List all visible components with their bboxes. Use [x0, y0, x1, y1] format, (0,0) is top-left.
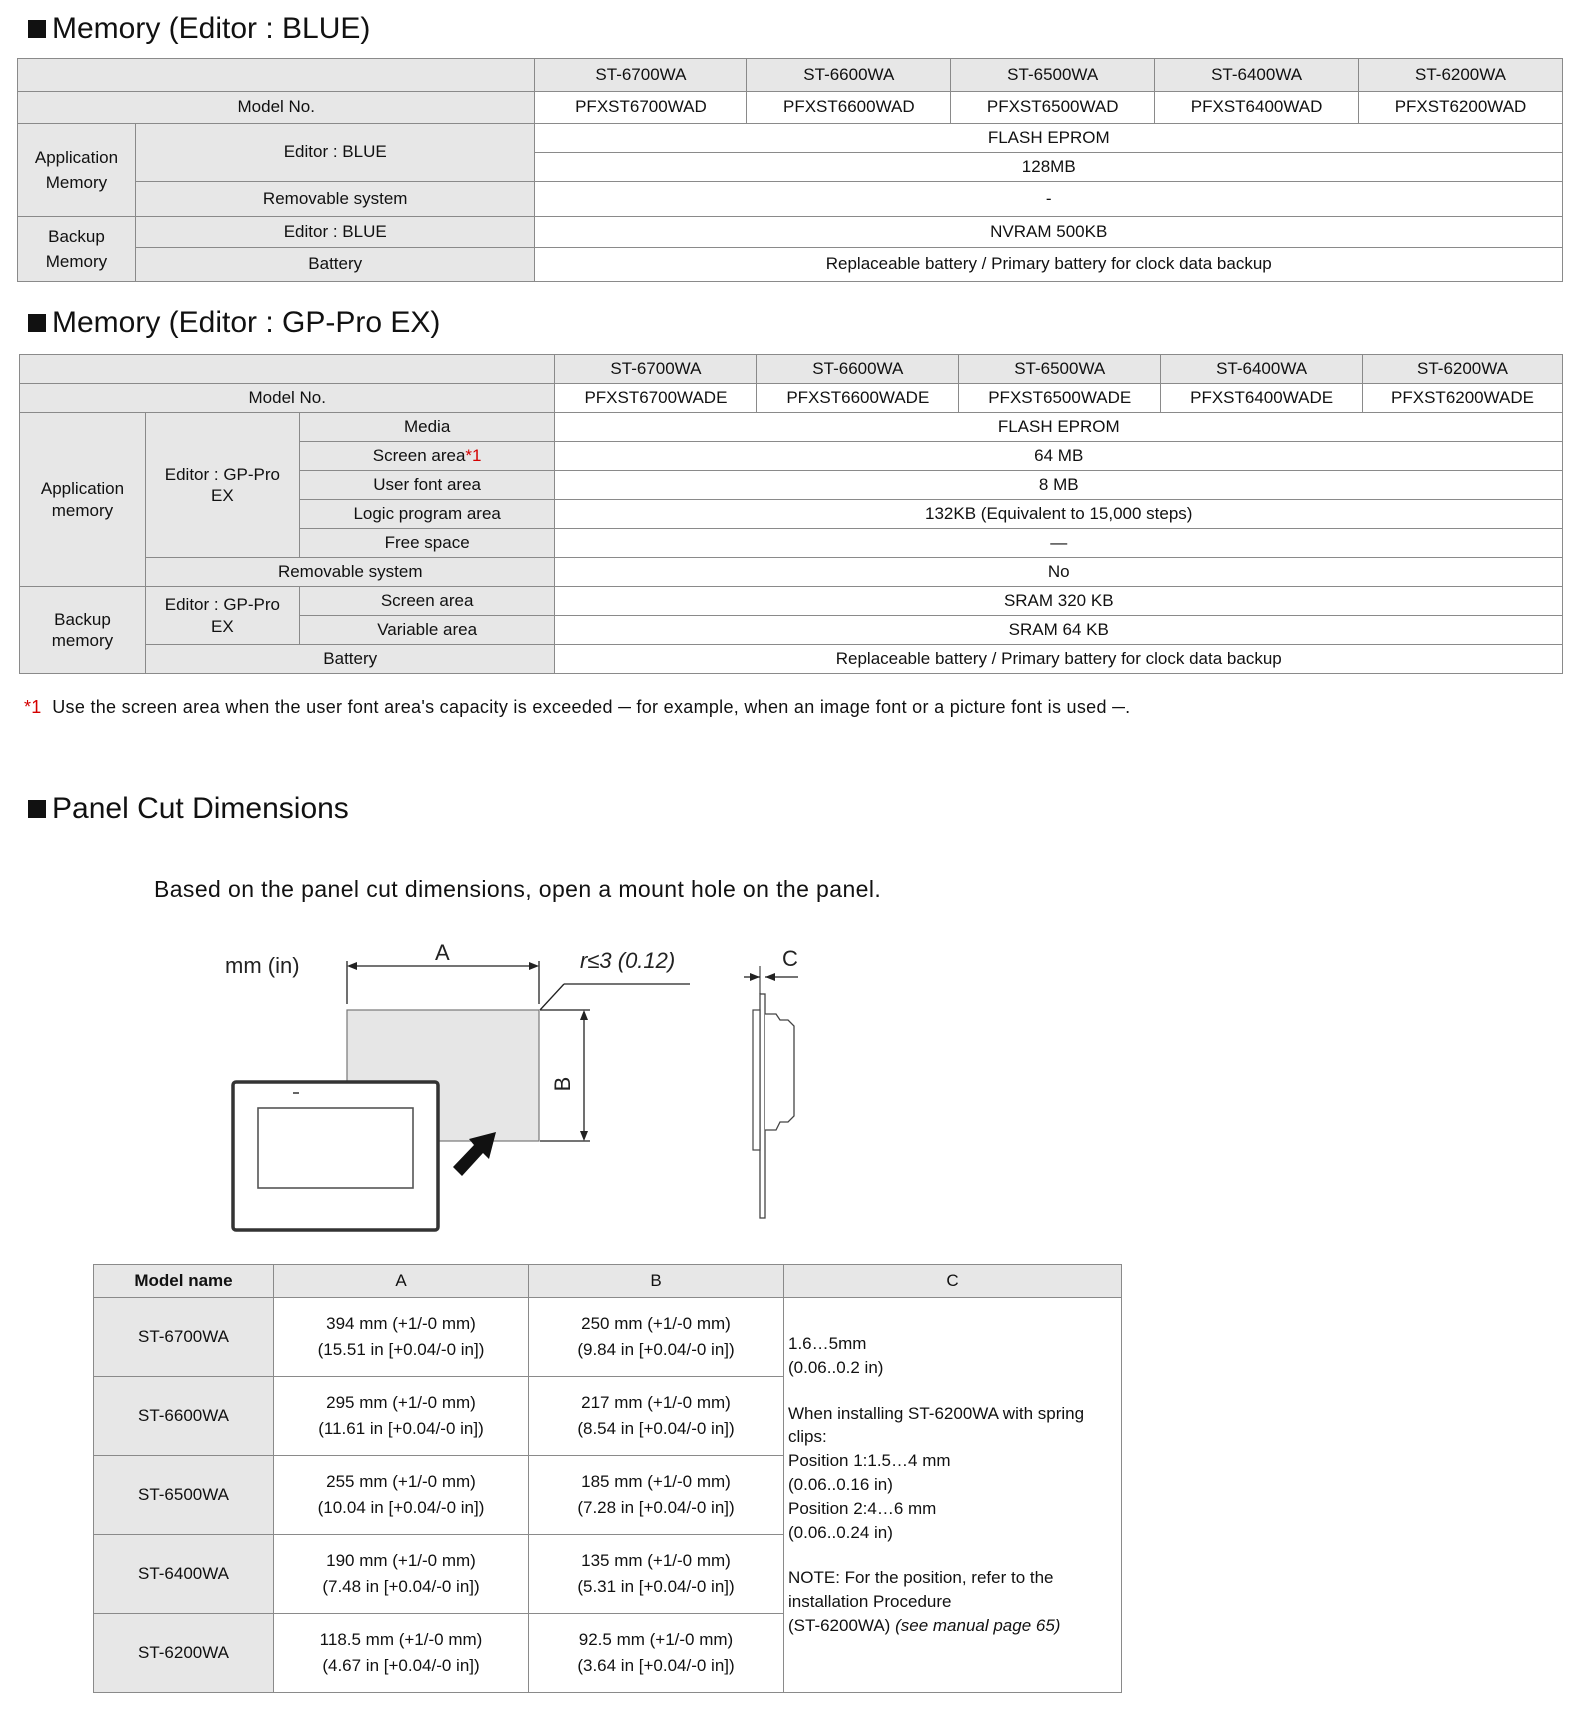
model-no-cell: PFXST6600WAD [747, 92, 951, 124]
side-front-bezel [760, 994, 765, 1218]
model-name-cell: ST-6400WA [94, 1535, 274, 1614]
black-square-icon [28, 20, 46, 38]
table-row [20, 355, 1563, 384]
table-row [18, 59, 1563, 92]
table-row [18, 217, 1563, 248]
dim-b-cell [529, 1377, 784, 1456]
free-space-value: — [555, 529, 1563, 558]
logic-program-area-label: Logic program area [299, 500, 555, 529]
header-b: B [529, 1265, 784, 1298]
nvram-value: NVRAM 500KB [535, 217, 1563, 248]
section-title-text: Panel Cut Dimensions [52, 792, 349, 825]
model-no-cell: PFXST6200WADE [1363, 384, 1563, 413]
dim-a-label: A [435, 940, 450, 965]
c-spring-clip-note: When installing ST-6200WA with spring clips: [788, 1403, 1085, 1447]
backup-memory-label: Backup memory [20, 587, 146, 674]
table-row [20, 558, 1563, 587]
variable-area-label: Variable area [299, 616, 555, 645]
dim-a-cell [274, 1298, 529, 1377]
screen-area-label [299, 442, 555, 471]
model-header: ST-6600WA [757, 355, 959, 384]
dim-a-cell [274, 1456, 529, 1535]
section-title-text: Memory (Editor : BLUE) [52, 12, 371, 45]
editor-blue-label: Editor : BLUE [135, 124, 535, 182]
model-name-cell: ST-6600WA [94, 1377, 274, 1456]
backup-screen-area-value: SRAM 320 KB [555, 587, 1563, 616]
model-no-cell: PFXST6400WAD [1155, 92, 1359, 124]
dim-b-mm: 250 mm (+1/-0 mm) [581, 1313, 731, 1333]
header-c: C [784, 1265, 1122, 1298]
dim-b-mm: 92.5 mm (+1/-0 mm) [578, 1629, 734, 1649]
model-header: ST-6200WA [1359, 59, 1563, 92]
dim-b-cell [529, 1456, 784, 1535]
table-row [94, 1298, 1122, 1377]
model-header: ST-6500WA [959, 355, 1161, 384]
removable-system-label: Removable system [135, 182, 535, 217]
dim-a-mm: 190 mm (+1/-0 mm) [326, 1550, 476, 1570]
model-no-cell: PFXST6200WAD [1359, 92, 1563, 124]
table-row [18, 248, 1563, 282]
footnote [24, 697, 1130, 718]
removable-system-value: - [535, 182, 1563, 217]
table-row [20, 587, 1563, 616]
battery-value: Replaceable battery / Primary battery for clock data backup [535, 248, 1563, 282]
footnote-marker: *1 [465, 445, 482, 465]
c-note: NOTE: For the position, refer to the installation Procedure [788, 1568, 1054, 1612]
units-label: mm (in) [225, 953, 300, 978]
backup-editor-label: Editor : GP-Pro EX [145, 587, 299, 645]
table-row [20, 384, 1563, 413]
header-empty-cell [20, 355, 555, 384]
model-no-cell: PFXST6500WAD [951, 92, 1155, 124]
dim-c-label: C [782, 946, 798, 971]
dim-a-cell [274, 1535, 529, 1614]
application-memory-label: Application memory [20, 413, 146, 587]
dim-b-mm: 185 mm (+1/-0 mm) [581, 1471, 731, 1491]
dim-a-mm: 394 mm (+1/-0 mm) [326, 1313, 476, 1333]
dim-b-cell [529, 1614, 784, 1693]
footnote-marker: *1 [24, 697, 42, 717]
dim-b-in: (5.31 in [+0.04/-0 in]) [577, 1577, 735, 1596]
dim-a-mm: 255 mm (+1/-0 mm) [326, 1471, 476, 1491]
logic-program-area-value: 132KB (Equivalent to 15,000 steps) [555, 500, 1563, 529]
capacity-value: 128MB [535, 153, 1563, 182]
table-row [18, 124, 1563, 153]
dim-a-in: (11.61 in [+0.04/-0 in]) [318, 1419, 484, 1438]
dim-b-mm: 135 mm (+1/-0 mm) [581, 1550, 731, 1570]
model-name-cell: ST-6200WA [94, 1614, 274, 1693]
backup-memory-label: Backup Memory [18, 217, 136, 282]
media-value: FLASH EPROM [555, 413, 1563, 442]
memory-blue-table [17, 58, 1563, 282]
c-position-2-in: (0.06..0.24 in) [788, 1522, 893, 1542]
c-position-1: Position 1:1.5…4 mm [788, 1451, 951, 1471]
removable-system-label: Removable system [145, 558, 555, 587]
manual-page-ref: (see manual page 65) [895, 1615, 1061, 1635]
battery-label: Battery [135, 248, 535, 282]
flash-eprom-value: FLASH EPROM [535, 124, 1563, 153]
dim-b-mm: 217 mm (+1/-0 mm) [581, 1392, 731, 1412]
model-no-label: Model No. [18, 92, 535, 124]
dim-b-in: (7.28 in [+0.04/-0 in]) [577, 1498, 735, 1517]
c-position-2: Position 2:4…6 mm [788, 1498, 937, 1518]
model-header: ST-6400WA [1155, 59, 1359, 92]
dim-a-in: (7.48 in [+0.04/-0 in]) [322, 1577, 480, 1596]
dim-a-cell [274, 1377, 529, 1456]
section-title-text: Memory (Editor : GP-Pro EX) [52, 306, 441, 339]
user-font-area-value: 8 MB [555, 471, 1563, 500]
backup-screen-area-label: Screen area [299, 587, 555, 616]
dim-a-cell [274, 1614, 529, 1693]
section-title-memory-gp-pro-ex [28, 306, 440, 340]
section-title-panel-cut [28, 792, 349, 826]
c-note-model: (ST-6200WA) [788, 1615, 896, 1635]
c-note-ref [788, 1614, 1117, 1638]
dim-a-in: (10.04 in [+0.04/-0 in]) [317, 1498, 485, 1517]
side-rear-body [765, 1014, 794, 1130]
model-no-cell: PFXST6600WADE [757, 384, 959, 413]
dim-b-in: (3.64 in [+0.04/-0 in]) [577, 1656, 735, 1675]
dim-b-in: (9.84 in [+0.04/-0 in]) [577, 1340, 735, 1359]
dim-b-in: (8.54 in [+0.04/-0 in]) [577, 1419, 735, 1438]
c-position-1-in: (0.06..0.16 in) [788, 1474, 893, 1494]
section-title-memory-blue [28, 12, 370, 46]
c-range: 1.6…5mm [788, 1334, 867, 1353]
dim-c-cell [784, 1298, 1122, 1693]
dim-a-mm: 295 mm (+1/-0 mm) [326, 1392, 476, 1412]
free-space-label: Free space [299, 529, 555, 558]
user-font-area-label: User font area [299, 471, 555, 500]
model-header: ST-6400WA [1161, 355, 1363, 384]
dim-b-cell [529, 1298, 784, 1377]
panel-cut-instruction: Based on the panel cut dimensions, open a mount hole on the panel. [154, 876, 882, 902]
table-row [18, 182, 1563, 217]
dim-b-cell [529, 1535, 784, 1614]
table-row [18, 92, 1563, 124]
application-memory-label: Application Memory [18, 124, 136, 217]
dim-a-in: (15.51 in [+0.04/-0 in]) [317, 1340, 485, 1359]
model-header: ST-6500WA [951, 59, 1155, 92]
table-row [20, 645, 1563, 674]
media-label: Media [299, 413, 555, 442]
editor-gp-pro-ex-label: Editor : GP-Pro EX [145, 413, 299, 558]
model-no-cell: PFXST6500WADE [959, 384, 1161, 413]
memory-gp-pro-ex-table [19, 354, 1563, 674]
header-a: A [274, 1265, 529, 1298]
screen-area-value: 64 MB [555, 442, 1563, 471]
c-range-in: (0.06..0.2 in) [788, 1357, 884, 1377]
black-square-icon [28, 314, 46, 332]
table-row [20, 413, 1563, 442]
model-header: ST-6600WA [747, 59, 951, 92]
header-empty-cell [18, 59, 535, 92]
model-no-cell: PFXST6700WAD [535, 92, 747, 124]
spacer [788, 1544, 1117, 1566]
screen-area-label-text: Screen area [372, 445, 466, 465]
radius-label: r≤3 (0.12) [580, 948, 676, 973]
battery-value: Replaceable battery / Primary battery for clock data backup [555, 645, 1563, 674]
model-header: ST-6700WA [555, 355, 757, 384]
table-row [94, 1265, 1122, 1298]
dim-b-label: B [550, 1076, 575, 1092]
display-screen [258, 1108, 413, 1188]
dim-a-in: (4.67 in [+0.04/-0 in]) [322, 1656, 480, 1675]
side-panel-wall [753, 1010, 760, 1150]
model-header: ST-6200WA [1363, 355, 1563, 384]
model-no-cell: PFXST6700WADE [555, 384, 757, 413]
panel-cut-table [93, 1264, 1122, 1693]
model-no-label: Model No. [20, 384, 555, 413]
panel-cut-diagram [220, 936, 820, 1236]
spacer [788, 1380, 1117, 1402]
footnote-text: Use the screen area when the user font area's capacity is exceeded ─ for example, when an image font or a picture font is used ─. [52, 697, 1131, 717]
model-name-cell: ST-6700WA [94, 1298, 274, 1377]
battery-label: Battery [145, 645, 555, 674]
backup-editor-label: Editor : BLUE [135, 217, 535, 248]
removable-system-value: No [555, 558, 1563, 587]
variable-area-value: SRAM 64 KB [555, 616, 1563, 645]
header-model-name: Model name [94, 1265, 274, 1298]
model-no-cell: PFXST6400WADE [1161, 384, 1363, 413]
dim-a-mm: 118.5 mm (+1/-0 mm) [319, 1629, 483, 1649]
black-square-icon [28, 800, 46, 818]
model-header: ST-6700WA [535, 59, 747, 92]
model-name-cell: ST-6500WA [94, 1456, 274, 1535]
